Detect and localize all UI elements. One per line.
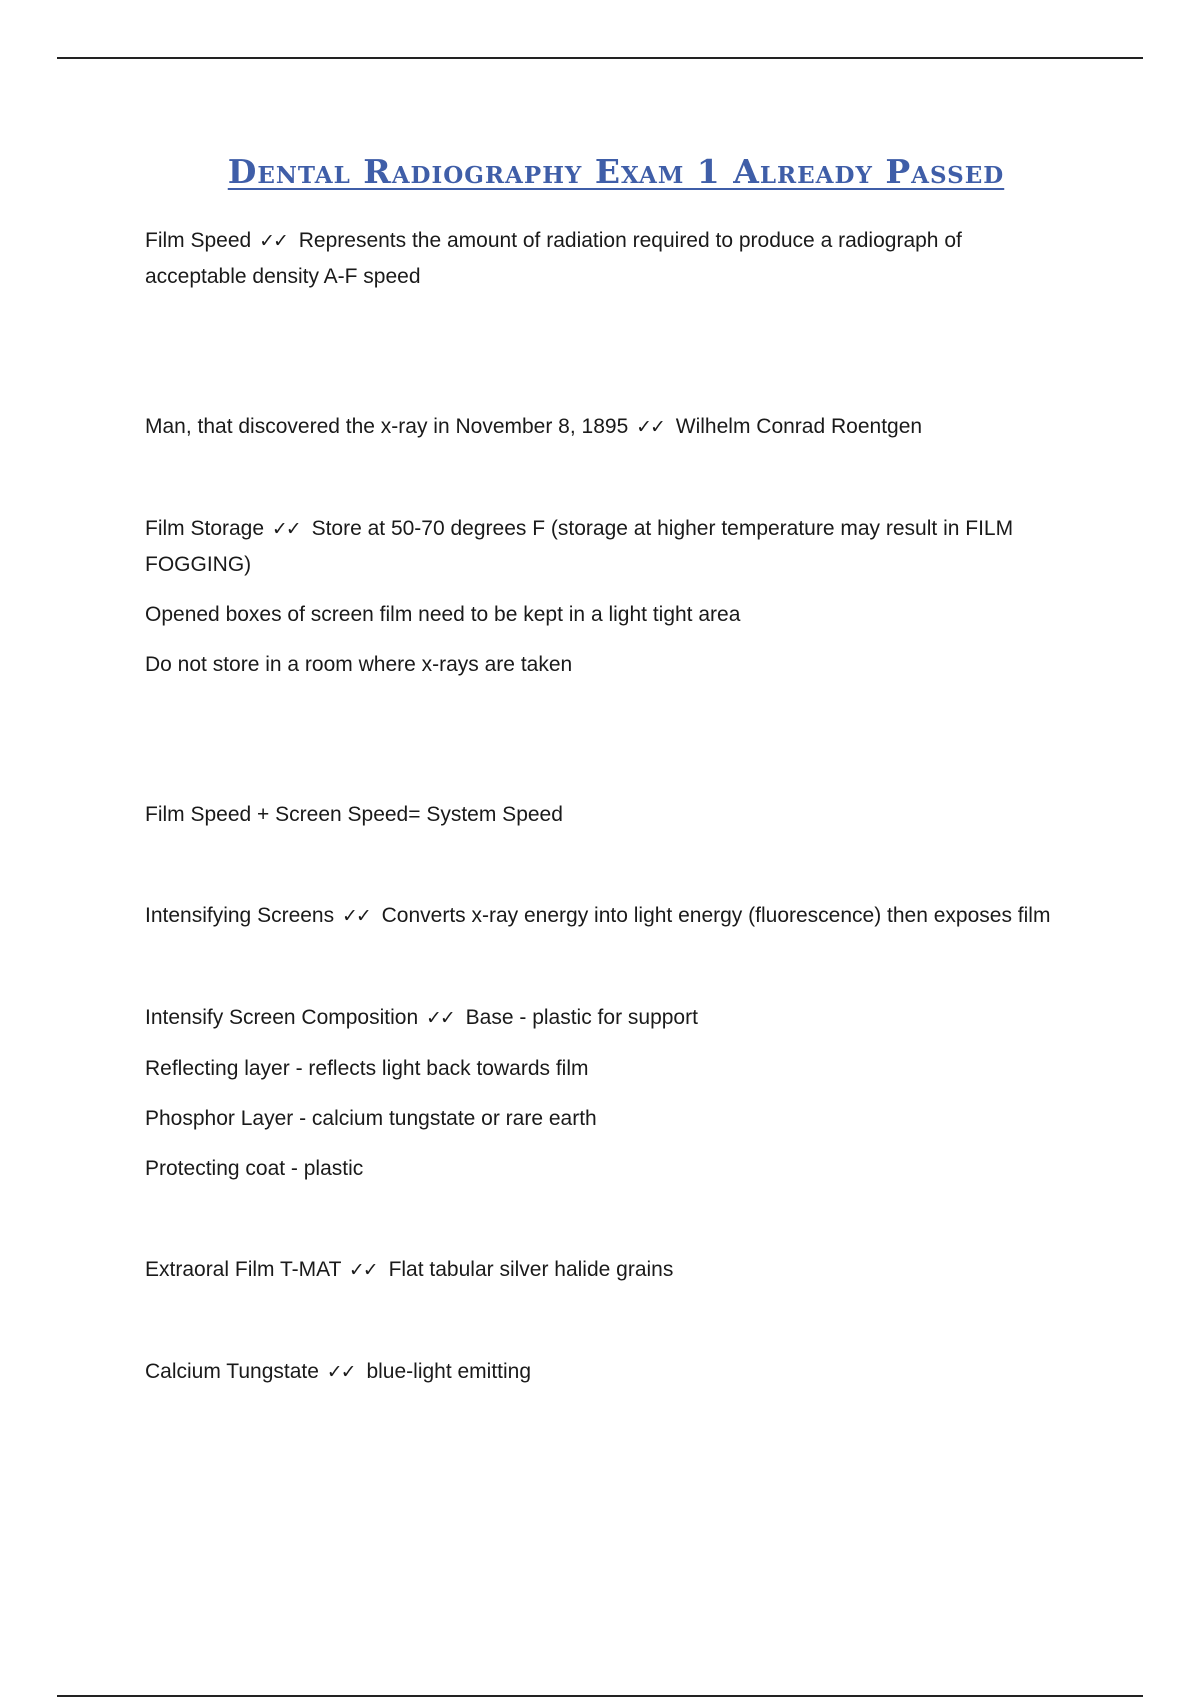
double-check-icon: ✓✓ xyxy=(259,230,287,252)
qa-entry-calcium-tungstate xyxy=(145,1354,1065,1390)
double-check-icon: ✓✓ xyxy=(341,905,370,927)
qa-entry-intensifying-screens xyxy=(145,898,1065,934)
qa-entry-film-speed xyxy=(145,223,1065,294)
answer: Flat tabular silver halide grains xyxy=(388,1258,674,1281)
qa-entry-tmat-film xyxy=(145,1252,1065,1288)
bottom-divider xyxy=(57,1695,1143,1697)
answer: Converts x-ray energy into light energy (fluorescence) then exposes film xyxy=(381,904,1051,927)
term: Man, that discovered the x-ray in November 8, 1895 xyxy=(145,415,629,438)
note-line: Do not store in a room where x-rays are taken xyxy=(145,653,573,676)
answer: Store at 50-70 degrees F (storage at higher temperature may result in FILM FOGGING) xyxy=(145,517,1014,576)
qa-entry-film-storage xyxy=(145,511,1065,582)
answer: Wilhelm Conrad Roentgen xyxy=(675,415,923,438)
double-check-icon: ✓✓ xyxy=(425,1007,454,1029)
note-line: Film Speed + Screen Speed= System Speed xyxy=(145,803,563,826)
term: Calcium Tungstate xyxy=(145,1360,319,1383)
note-line: Phosphor Layer - calcium tungstate or rare earth xyxy=(145,1107,597,1130)
double-check-icon: ✓✓ xyxy=(348,1259,377,1281)
note-line: Opened boxes of screen film need to be kept in a light tight area xyxy=(145,603,741,626)
document-body xyxy=(145,223,1065,1390)
term: Intensify Screen Composition xyxy=(145,1006,419,1029)
note-line: Protecting coat - plastic xyxy=(145,1157,364,1180)
double-check-icon: ✓✓ xyxy=(326,1361,355,1383)
term: Film Storage xyxy=(145,517,265,540)
double-check-icon: ✓✓ xyxy=(271,518,300,540)
double-check-icon: ✓✓ xyxy=(636,416,664,438)
document-title: Dental Radiography Exam 1 Already Passed xyxy=(227,152,1005,191)
qa-entry-xray-discoverer xyxy=(145,409,1065,445)
term: Intensifying Screens xyxy=(145,904,335,927)
note-line: Reflecting layer - reflects light back towards film xyxy=(145,1057,589,1080)
answer: blue-light emitting xyxy=(366,1360,532,1383)
answer: Base - plastic for support xyxy=(465,1006,698,1029)
top-divider xyxy=(57,57,1143,59)
answer: Represents the amount of radiation required to produce a radiograph of acceptable density A-F speed xyxy=(145,229,962,288)
term: Film Speed xyxy=(145,229,252,252)
term: Extraoral Film T-MAT xyxy=(145,1258,342,1281)
qa-entry-screen-composition xyxy=(145,1000,1065,1036)
